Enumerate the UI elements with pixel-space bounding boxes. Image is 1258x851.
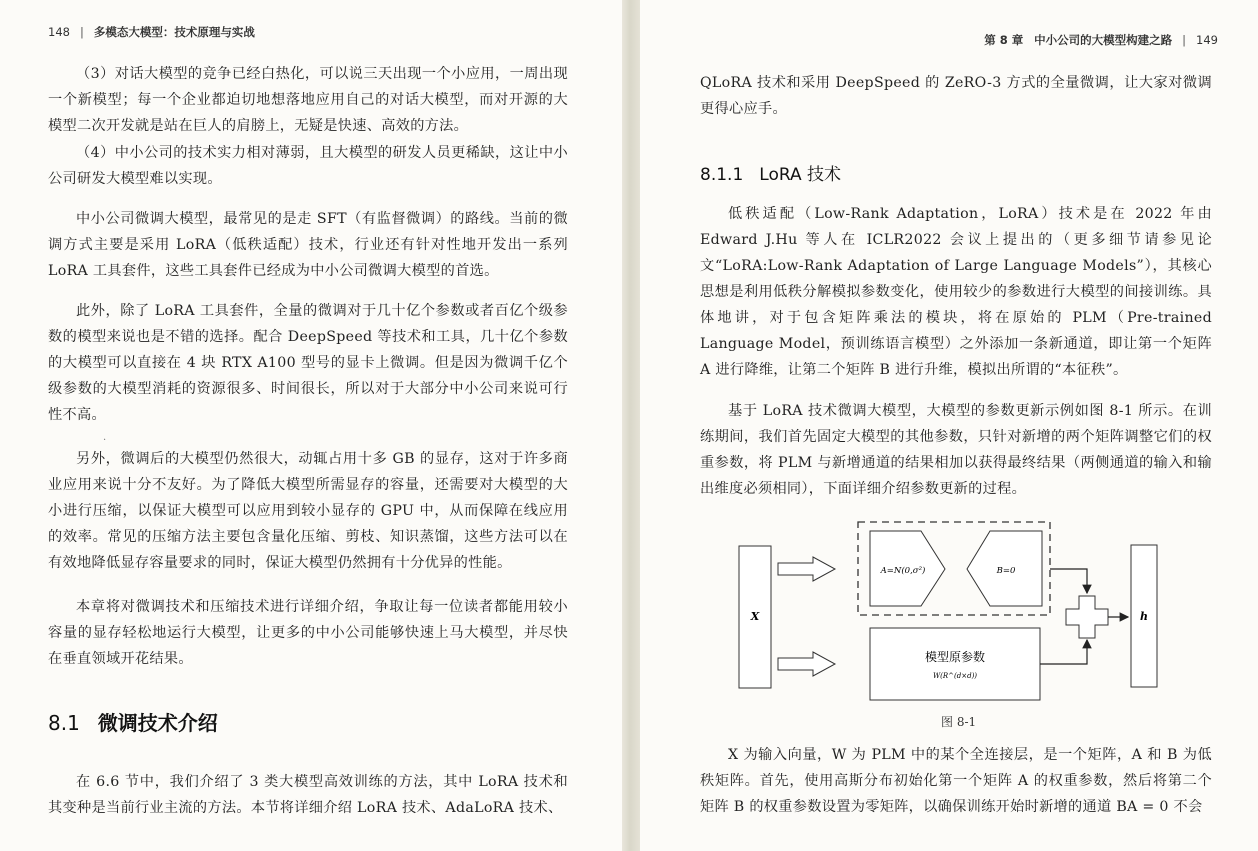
section-heading-8-1-1: [700, 160, 841, 185]
paragraph-lora-update: 基于 LoRA 技术微调大模型，大模型的参数更新示例如图 8-1 所示。在训练期间，我们首先固定大模型的其他参数，只针对新增的两个矩阵调整它们的权重参数，将 PLM 与新增通道的结果相加以获得最终结果（两侧通道的输入和输出维度必须相同），下面详细介绍参数更新的过程。: [700, 403, 1212, 497]
paragraph-full-finetune: 此外，除了 LoRA 工具套件，全量的微调对于几十亿个参数或者百亿个级参数的模型来说也是不错的选择。配合 DeepSpeed 等技术和工具，几十亿个参数的大模型可以直接在 4 块 RTX A100 型号的显卡上微调。但是因为微调千亿个级参数的大模型消耗的资源很多、时间很长，所以对于大部分中小公司来说可行性不高。: [48, 303, 568, 423]
sum-plus-icon: [1066, 596, 1108, 638]
paragraph-chapter-intro: 本章将对微调技术和压缩技术进行详细介绍，争取让每一位读者都能用较小容量的显存轻松地运行大模型，让更多的中小公司能够快速上马大模型，并尽快在垂直领域开花结果。: [48, 599, 568, 667]
book-title: 多模态大模型：技术原理与实战: [93, 25, 255, 39]
chapter-title: 中小公司的大模型构建之路: [1034, 33, 1173, 47]
paragraph-sft: 中小公司微调大模型，最常见的是走 SFT（有监督微调）的路线。当前的微调方式主要是采用 LoRA（低秩适配）技术，行业还有针对性地开发出一系列 LoRA 工具套件，这些工具套件已经成为中小公司微调大模型的首选。: [48, 211, 568, 279]
paragraph-section-intro: 在 6.6 节中，我们介绍了 3 类大模型高效训练的方法，其中 LoRA 技术和其变种是当前行业主流的方法。本节将详细介绍 LoRA 技术、AdaLoRA 技术、: [48, 774, 568, 816]
matrix-b-label: B=0: [996, 566, 1016, 576]
left-page: [0, 0, 622, 851]
input-label: X: [750, 610, 760, 623]
pretrained-weights-title: 模型原参数: [924, 650, 986, 664]
left-page-header: 148 | 多模态大模型：技术原理与实战: [48, 25, 255, 39]
paragraph-compression: 另外，微调后的大模型仍然很大，动辄占用十多 GB 的显存，这对于许多商业应用来说十分不友好。为了降低大模型所需显存的容量，还需要对大模型的大小进行压缩，以保证大模型可以应用到较小显存的 GPU 中，从而保障在线应用的效率。常见的压缩方法主要包含量化压缩、剪枝、知识蒸馏，这些方法可以在有效地降低显存容量要求的同时，保证大模型仍然拥有十分优异的性能。: [48, 451, 568, 571]
weights-to-sum-line: [1040, 640, 1087, 664]
output-label: h: [1140, 610, 1148, 623]
paragraph-continuation: QLoRA 技术和采用 DeepSpeed 的 ZeRO-3 方式的全量微调，让大家对微调更得心应手。: [700, 75, 1212, 117]
matrix-a-label: A=N(0,σ²): [880, 566, 926, 576]
subsection-title: LoRA 技术: [759, 165, 841, 185]
paragraph-lora-definition: 低秩适配（Low-Rank Adaptation，LoRA）技术是在 2022 年由 Edward J.Hu 等人在 ICLR2022 会议上提出的（更多细节请参见论文“LoRA:Low-Rank Adaptation of Large Language Models”），其核心思想是利用低秩分解模拟参数变化，使用较少的参数进行大模型的间接训练。具体地讲，对于包含矩阵乘法的模块，将在原始的 PLM（Pre-trained Language Model，预训练语言模型）之外添加一条新通道，即让第一个矩阵 A 进行降维，让第二个矩阵 B 进行升维，模拟出所谓的“本征秩”。: [700, 206, 1212, 378]
pretrained-weights-sub: W(R^(d×d)): [932, 672, 978, 680]
pretrained-weights-box: [870, 628, 1040, 700]
right-page-number: 149: [1196, 33, 1218, 47]
hollow-arrow-top: [778, 557, 835, 581]
section-heading-8-1: [48, 707, 218, 736]
paragraph-item-4: （4）中小公司的技术实力相对薄弱，且大模型的研发人员更稀缺，这让中小公司研发大模型难以实现。: [48, 145, 568, 187]
right-page: [640, 0, 1258, 851]
figure-caption: 图 8-1: [941, 715, 977, 729]
paragraph-item-3: （3）对话大模型的竞争已经白热化，可以说三天出现一个小应用，一周出现一个新模型；每一个企业都迫切地想落地应用自己的对话大模型，而对开源的大模型二次开发就是站在巨人的肩膀上，无疑是快速、高效的方法。: [48, 66, 568, 134]
subsection-number: 8.1.1: [700, 165, 744, 185]
lora-to-sum-line: [1050, 569, 1087, 593]
section-title: 微调技术介绍: [97, 711, 218, 735]
left-page-number: 148: [48, 25, 70, 39]
paragraph-variable-definitions: X 为输入向量，W 为 PLM 中的某个全连接层，是一个矩阵，A 和 B 为低秩矩阵。首先，使用高斯分布初始化第一个矩阵 A 的权重参数，然后将第二个矩阵 B 的权重参数设置为零矩阵，以确保训练开始时新增的通道 BA = 0 不会: [700, 747, 1212, 815]
book-gutter: [622, 0, 640, 851]
stray-mark: .: [103, 432, 107, 443]
hollow-arrow-bottom: [778, 652, 835, 676]
right-page-header: 第 8 章 中小公司的大模型构建之路 | 149: [984, 33, 1218, 47]
chapter-label: 第 8 章: [984, 33, 1024, 47]
section-number: 8.1: [48, 711, 80, 735]
lora-diagram: [735, 515, 1175, 707]
